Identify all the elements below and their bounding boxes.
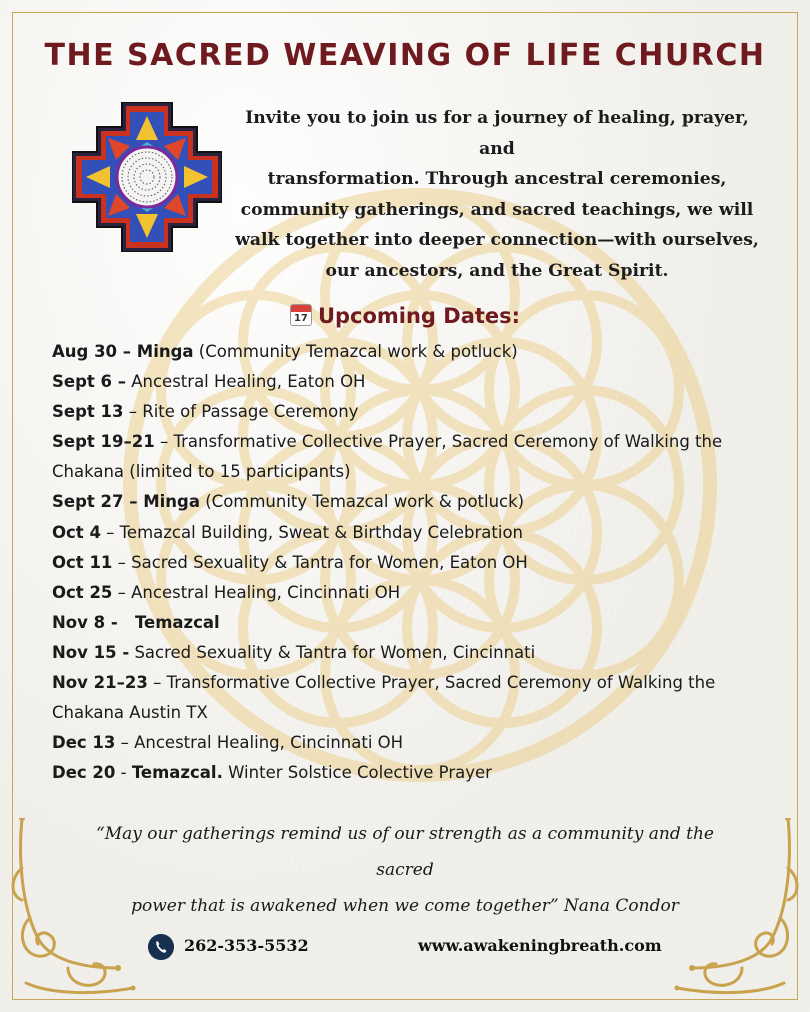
list-item xyxy=(52,427,772,487)
event-date: Oct 4 xyxy=(52,522,101,542)
invitation-line: walk together into deeper connection—with ourselves, xyxy=(235,230,759,250)
event-date: Dec 13 xyxy=(52,733,116,753)
quote-line: power that is awakened when we come together” Nana Condor xyxy=(131,896,679,916)
invitation-line: transformation. Through ancestral ceremonies, xyxy=(267,169,727,189)
list-item xyxy=(52,548,772,578)
event-date: Sept 27 – Minga xyxy=(52,492,200,512)
event-date: Oct 25 xyxy=(52,582,113,602)
event-date: Sept 6 – xyxy=(52,372,126,392)
event-date: Sept 19–21 xyxy=(52,432,155,452)
quote-line: “May our gatherings remind us of our strength as a community and the sacred xyxy=(96,824,714,880)
event-detail: (Community Temazcal work & potluck) xyxy=(193,342,518,361)
invitation-text xyxy=(232,103,762,286)
event-date: Nov 21–23 xyxy=(52,673,148,693)
event-detail: – Transformative Collective Prayer, Sacred Ceremony of Walking the Chakana Austin TX xyxy=(52,673,716,723)
calendar-day: 17 xyxy=(293,313,308,324)
event-detail: – Ancestral Healing, Cincinnati OH xyxy=(112,582,401,602)
event-detail: – Ancestral Healing, Cincinnati OH xyxy=(115,733,404,753)
list-item xyxy=(52,397,772,427)
list-item xyxy=(52,668,772,728)
event-date: Dec 20 xyxy=(52,763,116,783)
gold-corner-ornament-left xyxy=(8,818,138,998)
event-detail: – Rite of Passage Ceremony xyxy=(123,402,359,422)
contact-footer xyxy=(0,932,810,962)
event-detail: Sacred Sexuality & Tantra for Women, Cincinnati xyxy=(129,642,536,662)
event-detail: (Community Temazcal work & potluck) xyxy=(199,492,525,512)
event-detail: – Temazcal Building, Sweat & Birthday Celebration xyxy=(100,522,524,542)
list-item xyxy=(52,638,772,668)
page-title: THE SACRED WEAVING OF LIFE CHURCH xyxy=(44,38,766,73)
nana-condor-quote xyxy=(70,816,740,924)
event-title: Temazcal. xyxy=(131,763,223,783)
list-item xyxy=(52,337,772,367)
list-item xyxy=(52,367,772,397)
phone-icon xyxy=(148,934,174,960)
upcoming-heading-text: Upcoming Dates: xyxy=(317,304,521,328)
list-item xyxy=(52,578,772,608)
list-item xyxy=(52,608,772,638)
event-detail: – Sacred Sexuality & Tantra for Women, Eaton OH xyxy=(112,552,528,572)
gold-corner-ornament-right xyxy=(672,818,802,998)
website-link[interactable]: www.awakeningbreath.com xyxy=(418,936,662,955)
list-item xyxy=(52,518,772,548)
invitation-line: our ancestors, and the Great Spirit. xyxy=(325,260,669,281)
phone-number[interactable]: 262-353-5532 xyxy=(184,936,309,955)
list-item xyxy=(52,758,772,788)
event-date: Nov 15 - xyxy=(52,642,130,662)
invitation-line: community gatherings, and sacred teachings, we will xyxy=(240,199,754,220)
event-detail: Ancestral Healing, Eaton OH xyxy=(126,372,366,392)
list-item xyxy=(52,728,772,758)
event-detail: – Transformative Collective Prayer, Sacred Ceremony of Walking the Chakana (limited to 15 participants) xyxy=(52,432,723,482)
list-item xyxy=(52,487,772,517)
invitation-line: Invite you to join us for a journey of healing, prayer, and xyxy=(245,108,749,159)
upcoming-dates-heading xyxy=(0,304,810,328)
event-date: Oct 11 xyxy=(52,552,113,572)
event-date: Sept 13 xyxy=(52,402,124,422)
event-date: Nov 8 - Temazcal xyxy=(52,612,220,632)
event-detail: - xyxy=(115,763,132,783)
chakana-mandala-logo xyxy=(72,102,222,252)
calendar-icon xyxy=(290,304,312,326)
event-date: Aug 30 – Minga xyxy=(52,342,194,361)
event-detail: Winter Solstice Colective Prayer xyxy=(222,763,492,783)
events-list xyxy=(52,337,772,788)
